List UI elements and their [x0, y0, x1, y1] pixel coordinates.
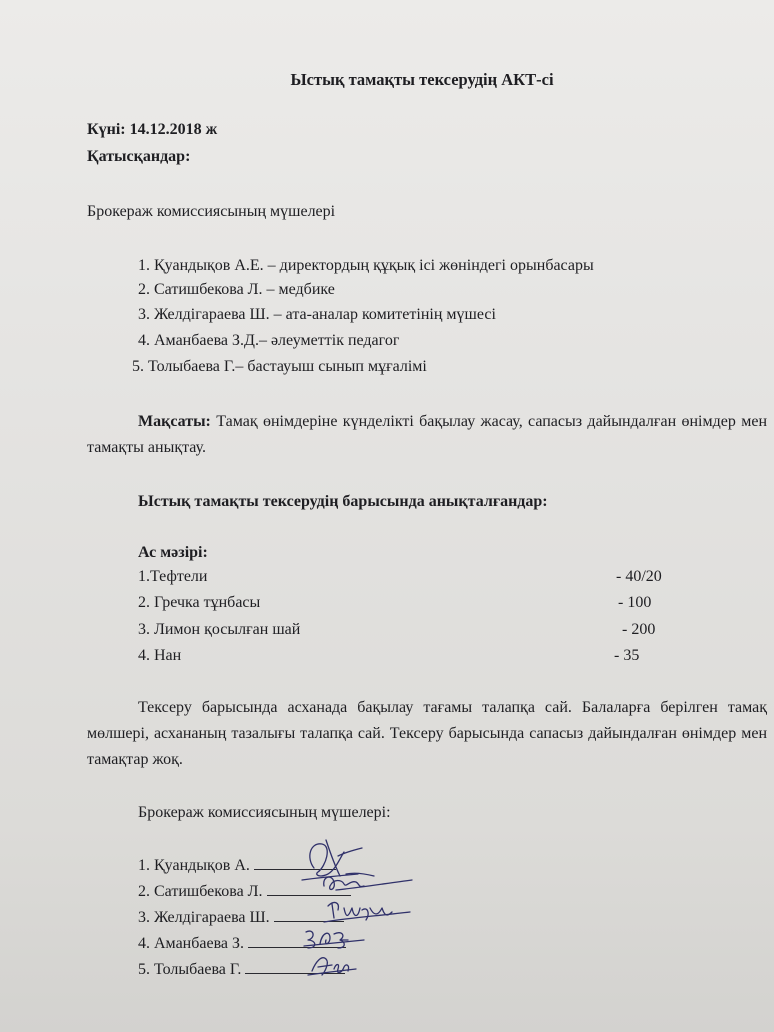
menu-item-name: 2. Гречка тұнбасы [138, 594, 261, 611]
menu-item-name: 1.Тефтели [138, 568, 208, 585]
menu-item-qty: - 40/20 [616, 568, 662, 585]
menu-item-name: 4. Нан [138, 647, 182, 664]
commission-heading: Брокераж комиссиясының мүшелері [87, 203, 336, 220]
signature-4 [300, 924, 370, 952]
signer-name: 3. Желдігараева Ш. [138, 909, 270, 926]
member-item: 1. Қуандықов А.Е. – директордың құқық ісі жөніндегі орынбасары [138, 257, 594, 274]
member-item: 3. Желдігараева Ш. – ата-аналар комитетінің мүшесі [138, 306, 496, 323]
signer-name: 4. Аманбаева З. [138, 935, 245, 952]
signer-name: 2. Сатишбекова Л. [138, 883, 263, 900]
member-item: 5. Толыбаева Г.– бастауыш сынып мұғалімі [132, 358, 427, 375]
signer-name: 1. Қуандықов А. [138, 857, 250, 874]
menu-item [138, 647, 698, 669]
document-title: Ыстық тамақты тексерудің АКТ-сі [290, 70, 554, 89]
signers-heading: Брокераж комиссиясының мүшелері: [138, 804, 391, 821]
menu-item [138, 621, 698, 643]
signature-5 [304, 951, 360, 979]
member-item: 2. Сатишбекова Л. – медбике [138, 281, 335, 298]
member-item: 4. Аманбаева З.Д.– әлеуметтік педагог [138, 332, 400, 349]
signature-3 [322, 894, 414, 926]
menu-heading: Ас мәзірі: [138, 544, 208, 561]
menu-item-name: 3. Лимон қосылған шай [138, 621, 301, 638]
date-line: Күні: 14.12.2018 ж [87, 121, 218, 138]
purpose-label: Мақсаты: [138, 413, 211, 430]
signer-name: 5. Толыбаева Г. [138, 961, 242, 978]
purpose-paragraph [87, 409, 767, 461]
menu-item-qty: - 200 [622, 621, 656, 638]
conclusion-paragraph: Тексеру барысында асханада бақылау тағамы талапқа сай. Балаларға берілген тамақ мөлшері, асхананың тазалығы талапқа сай. Тексеру барысында сапасыз дайындалған өнімдер мен тамақтар жоқ. [87, 699, 767, 768]
purpose-text: Тамақ өнімдеріне күнделікті бақылау жасау, сапасыз дайындалған өнімдер мен тамақты анықтау. [87, 413, 768, 456]
menu-item [138, 594, 698, 616]
menu-item-qty: - 35 [614, 647, 640, 664]
signature-2 [316, 868, 416, 896]
menu-item [138, 568, 698, 590]
participants-heading: Қатысқандар: [87, 148, 191, 165]
findings-heading: Ыстық тамақты тексерудің барысында анықталғандар: [138, 493, 548, 510]
menu-item-qty: - 100 [618, 594, 652, 611]
